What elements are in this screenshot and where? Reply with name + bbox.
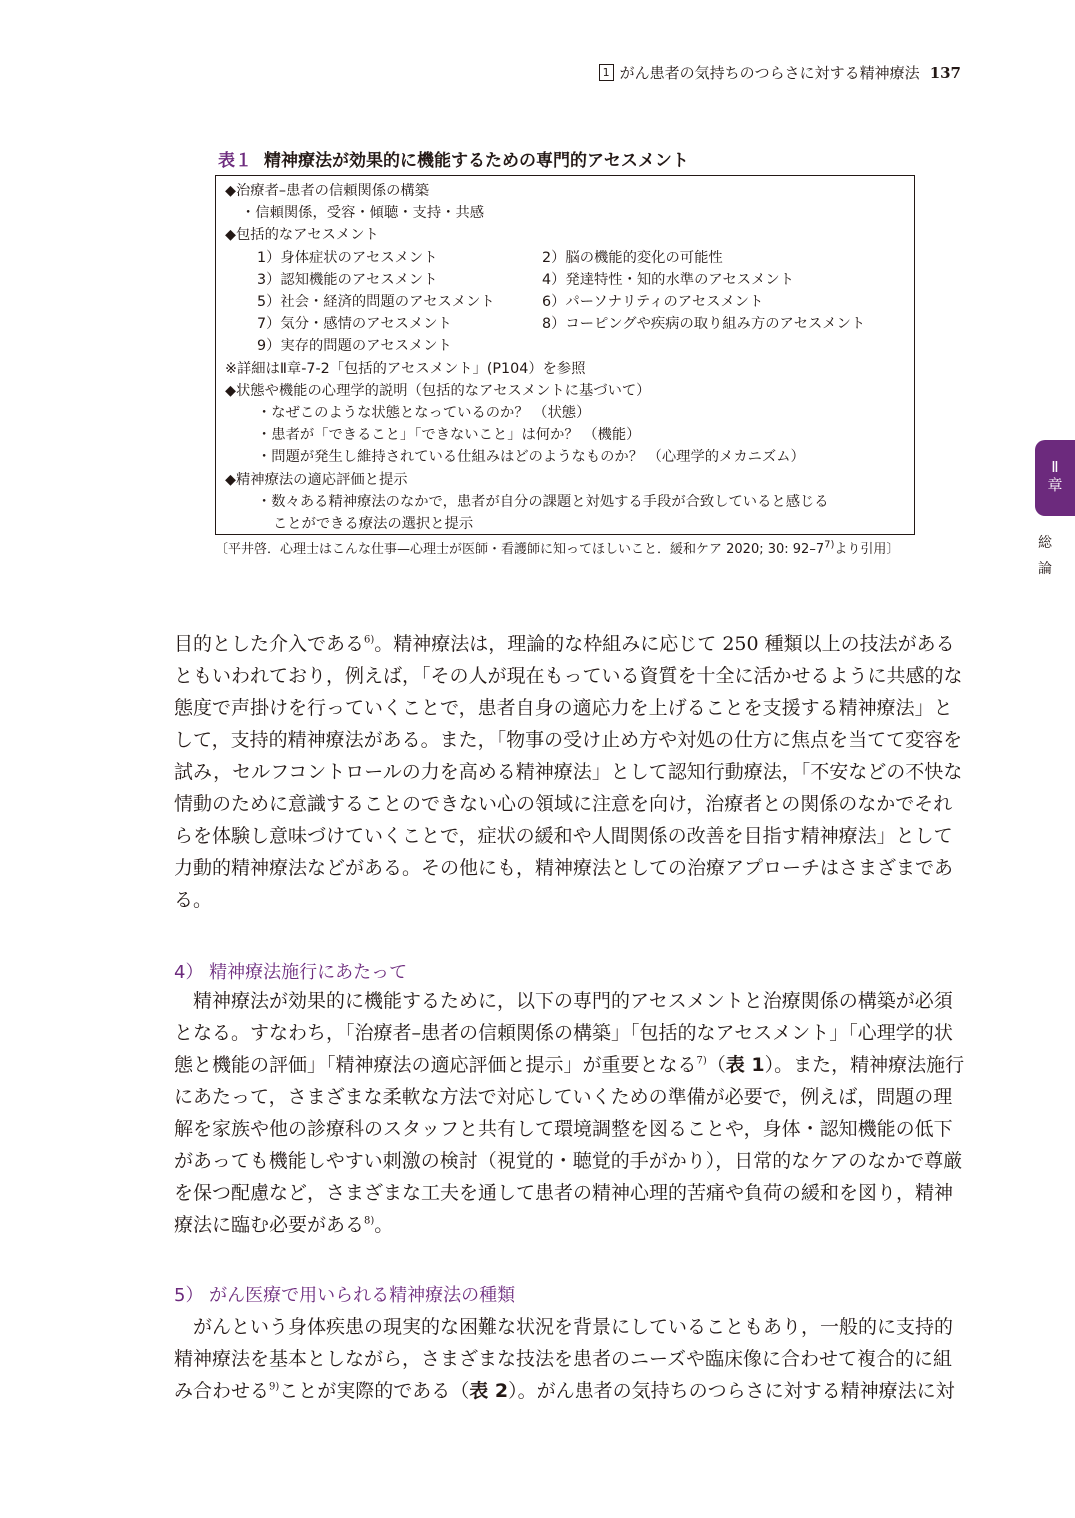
indication-item: ・数々ある精神療法のなかで，患者が自分の課題と対処する手段が合致していると感じる (257, 493, 829, 510)
table-ref[interactable]: 表 1 (725, 1054, 765, 1076)
section-trust: ◆治療者–患者の信頼関係の構築 (225, 183, 430, 199)
table-source: 〔平井啓．心理士はこんな仕事—心理士が医師・看護師に知ってほしいこと．緩和ケア 2020; 30: 92–7$^{7)}$より引用〕 (215, 539, 900, 557)
section-label: 総 論 (1038, 535, 1052, 577)
assessment-item: 4）発達特性・知的水準のアセスメント (542, 271, 794, 288)
body-paragraph: 精神療法が効果的に機能するために，以下の専門的アセスメントと治療関係の構築が必須 となる。すなわち，「治療者–患者の信頼関係の構築」「包括的なアセスメント」「心理学的状 態と機能の評価」「精神療法の適応評価と提示」が重要となる$^{7)}$（表 1）。また，精神療法施行 にあたって，さまざまな柔軟な方法で対応していくための準備が必要で，例えば，問題の理 解を家族や他の診療科のスタッフと共有して環境調整を図ることや，身体・認知機能の低下 があっても機能しやすい刺激の検討（視覚的・聴覚的手がかり），日常的なケアのなかで尊厳 を保つ配慮など，さまざまな工夫を通して患者の精神心理的苦痛や負荷の緩和を図り，精神 療法に臨む必要がある$^{8)}$。 (174, 990, 965, 1236)
running-title: がん患者の気持ちのつらさに対する精神療法 (619, 64, 920, 82)
body-paragraph: がんという身体疾患の現実的な困難な状況を背景にしていることもあり，一般的に支持的 精神療法を基本としながら，さまざまな技法を患者のニーズや臨床像に合わせて複合的に組 み合わせる$^{9)}$ことが実際的である（表 2）。がん患者の気持ちのつらさに対する精神療法に対 (174, 1316, 955, 1402)
running-header (599, 62, 961, 83)
ref-superscript: 6) (364, 634, 375, 646)
section-psychological: ◆状態や機能の心理学的説明（包括的なアセスメントに基づいて） (225, 382, 651, 399)
detail-note: ※詳細はⅡ章-7-2「包括的アセスメント」(P104）を参照 (225, 360, 586, 377)
trust-item: ・信頼関係，受容・傾聴・支持・共感 (241, 205, 485, 222)
table-caption (218, 146, 689, 171)
psych-item: ・患者が「できること」「できないこと」は何か？ （機能） (257, 427, 641, 444)
assessment-table (215, 175, 915, 535)
indication-item-cont: ことができる療法の選択と提示 (273, 516, 474, 533)
chapter-tab (1035, 440, 1075, 516)
source-ref: 7) (824, 539, 835, 551)
chapter-suffix: 章 (1047, 476, 1063, 494)
assessment-item: 6）パーソナリティのアセスメント (542, 294, 764, 311)
table-ref[interactable]: 表 2 (469, 1380, 509, 1402)
assessment-item: 8）コーピングや疾病の取り組み方のアセスメント (542, 316, 866, 333)
assessment-item: 2）脳の機能的変化の可能性 (542, 249, 723, 266)
section-heading-5: 5） がん医療で用いられる精神療法の種類 (174, 1285, 516, 1306)
chapter-box: 1 (599, 64, 614, 81)
psych-item: ・なぜこのような状態となっているのか？ （状態） (257, 405, 591, 422)
ref-superscript: 9) (269, 1381, 280, 1393)
section-heading-4: 4） 精神療法施行にあたって (174, 962, 408, 983)
ref-superscript: 7) (696, 1055, 707, 1067)
table-title: 精神療法が効果的に機能するための専門的アセスメント (264, 151, 689, 171)
assessment-item: 7）気分・感情のアセスメント (257, 316, 452, 333)
page-number: 137 (929, 63, 961, 82)
body-paragraph: 目的とした介入である$^{6)}$。精神療法は，理論的な枠組みに応じて 250 種類以上の技法がある ともいわれており，例えば，「その人が現在もっている資質を十全に活かせるように共感的な 態度で声掛けを行っていくことで，患者自身の適応力を上げることを支援する精神療法」と して，支持的精神療法がある。また，「物事の受け止め方や対処の仕方に焦点を当てて変容を 試み，セルフコントロールの力を高める精神療法」として認知行動療法，「不安などの不快な 情動のために意識することのできない心の領域に注意を向け，治療者との関係のなかでそれ らを体験し意味づけていくことで，症状の緩和や人間関係の改善を目指す精神療法」として 力動的精神療法などがある。その他にも，精神療法としての治療アプローチはさまざまであ る。 (174, 633, 963, 911)
table-number: 表１ (218, 151, 252, 171)
assessment-item: 1）身体症状のアセスメント (257, 249, 438, 266)
assessment-grid (225, 247, 906, 358)
section-comprehensive: ◆包括的なアセスメント (225, 227, 379, 244)
section-indication: ◆精神療法の適応評価と提示 (225, 471, 408, 488)
assessment-item: 3）認知機能のアセスメント (257, 271, 438, 288)
assessment-item: 9）実存的問題のアセスメント (257, 338, 452, 355)
psych-item: ・問題が発生し維持されている仕組みはどのようなものか？ （心理学的メカニズム） (257, 449, 805, 466)
chapter-numeral: Ⅱ (1051, 458, 1059, 476)
ref-superscript: 8) (364, 1215, 375, 1227)
assessment-item: 5）社会・経済的問題のアセスメント (257, 294, 495, 311)
